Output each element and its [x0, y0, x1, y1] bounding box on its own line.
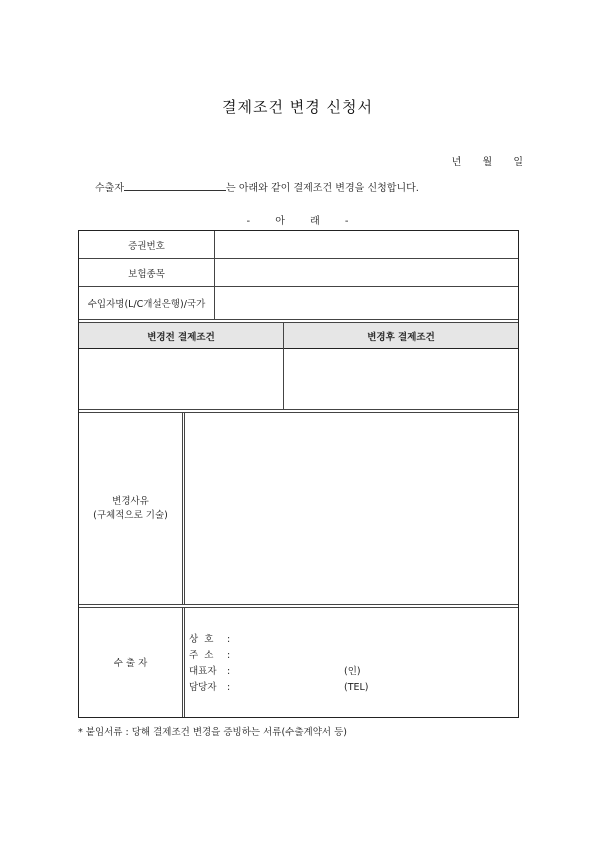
exporter-contact-label: 담당자: [189, 682, 217, 693]
section-divider: [79, 604, 518, 605]
section-divider: [79, 409, 518, 410]
insurance-type-field[interactable]: [215, 259, 518, 286]
exporter-label: 수 출 자: [113, 658, 148, 669]
date-line: 년 월 일: [451, 157, 523, 168]
label-importer: 수입자명(L/C개설은행)/국가: [87, 298, 206, 310]
section-divider: [79, 319, 518, 320]
after-conditions-field[interactable]: [284, 350, 518, 409]
before-conditions-field[interactable]: [79, 350, 283, 409]
below-marker: - 아 래 -: [246, 216, 349, 227]
before-conditions-header: 변경전 결제조건: [79, 323, 283, 348]
document-title: 결제조건 변경 신청서: [222, 98, 373, 116]
reason-field[interactable]: [185, 413, 518, 604]
exporter-representative-label: 대표자: [189, 666, 217, 677]
colon: :: [227, 634, 231, 645]
reason-label: [79, 413, 182, 604]
applicant-suffix: 는 아래와 같이 결제조건 변경을 신청합니다.: [225, 183, 419, 194]
attachment-footnote: * 붙임서류 : 당해 결제조건 변경을 증빙하는 서류(수출계약서 등): [78, 727, 347, 738]
policy-number-field[interactable]: [215, 231, 518, 258]
label-insurance-type: 보험종목: [128, 268, 165, 280]
colon: :: [227, 666, 231, 677]
applicant-statement: [95, 179, 419, 194]
exporter-company-label: 상 호: [189, 634, 214, 645]
exporter-address-label: 주 소: [189, 650, 214, 661]
colon: :: [227, 682, 231, 693]
column-divider: [182, 608, 183, 717]
row-divider: [79, 286, 518, 287]
header-divider: [79, 348, 518, 349]
row-divider: [79, 258, 518, 259]
tel-mark: (TEL): [344, 682, 369, 693]
importer-field[interactable]: [215, 287, 518, 318]
column-divider: [184, 413, 185, 604]
applicant-name-blank[interactable]: [124, 181, 226, 191]
column-divider: [184, 608, 185, 717]
reason-label-title: 변경사유: [112, 495, 149, 507]
seal-mark: (인): [344, 666, 361, 677]
column-divider: [214, 231, 215, 319]
applicant-prefix: 수출자: [95, 183, 124, 194]
after-conditions-header: 변경후 결제조건: [284, 323, 518, 348]
colon: :: [227, 650, 231, 661]
label-policy-number: 증권번호: [128, 240, 165, 252]
column-divider: [182, 413, 183, 604]
reason-label-hint: (구체적으로 기술): [93, 509, 168, 521]
